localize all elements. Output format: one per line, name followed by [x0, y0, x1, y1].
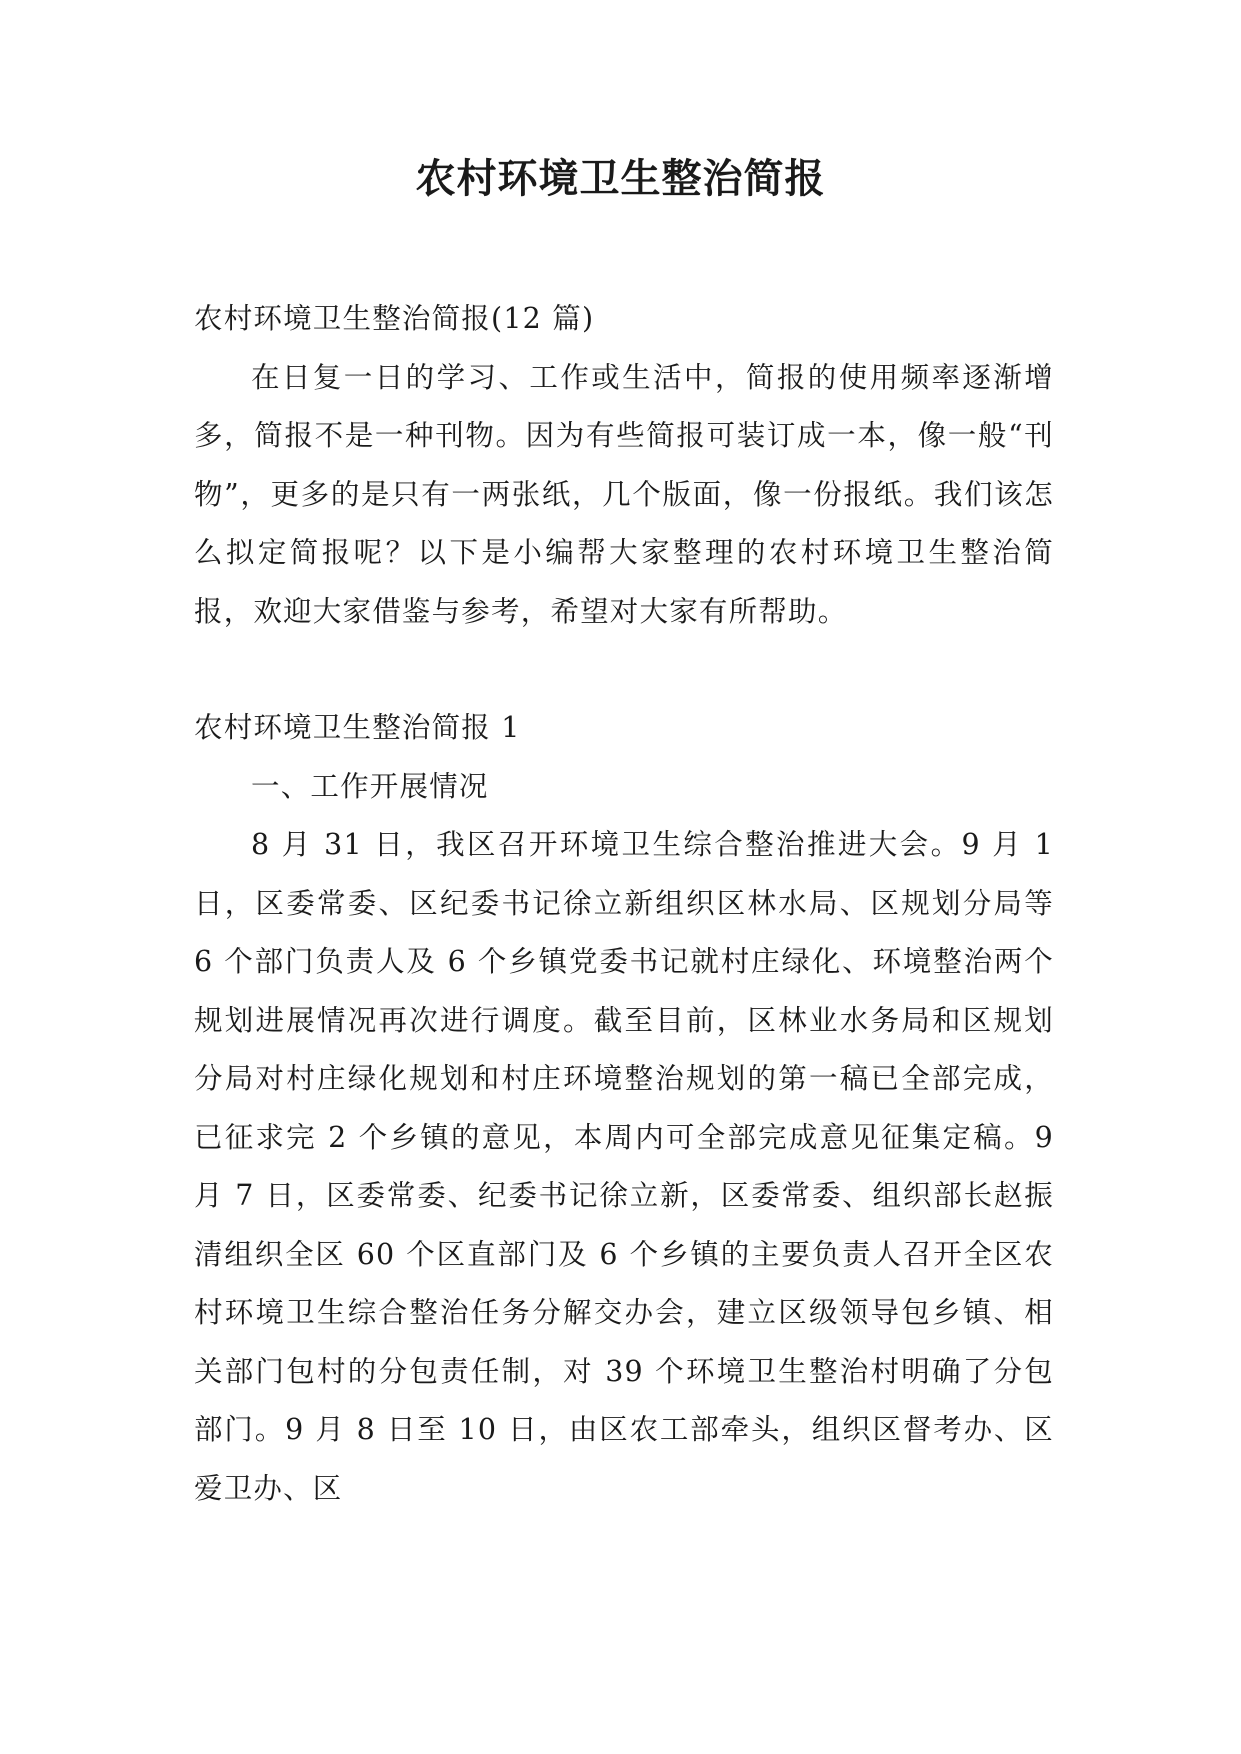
intro-paragraph: 在日复一日的学习、工作或生活中，简报的使用频率逐渐增多，简报不是一种刊物。因为有些简报可装订成一本，像一般“刊物”，更多的是只有一两张纸，几个版面，像一份报纸。我们该怎么拟定简报呢？以下是小编帮大家整理的农村环境卫生整治简报，欢迎大家借鉴与参考，希望对大家有所帮助。: [194, 360, 1054, 628]
document-title: 农村环境卫生整治简报: [415, 155, 826, 202]
document-subtitle: 农村环境卫生整治简报(12 篇): [194, 302, 595, 335]
section-title: 农村环境卫生整治简报 1: [194, 711, 521, 744]
section-body-paragraph: 8 月 31 日，我区召开环境卫生综合整治推进大会。9 月 1 日，区委常委、区纪委书记徐立新组织区林水局、区规划分局等 6 个部门负责人及 6 个乡镇党委书记就村庄绿化、环境整治两个规划进展情况再次进行调度。截至目前，区林业水务局和区规划分局对村庄绿化规划和村庄环境整治规划的第一稿已全部完成，已征求完 2 个乡镇的意见，本周内可全部完成意见征集定稿。9 月 7 日，区委常委、纪委书记徐立新，区委常委、组织部长赵振清组织全区 60 个区直部门及 6 个乡镇的主要负责人召开全区农村环境卫生综合整治任务分解交办会，建立区级领导包乡镇、相关部门包村的分包责任制，对 39 个环境卫生整治村明确了分包部门。9 月 8 日至 10 日，由区农工部牵头，组织区督考办、区爱卫办、区: [194, 828, 1054, 1505]
section-heading: 一、工作开展情况: [251, 769, 489, 803]
paragraph-spacer: [194, 641, 1054, 699]
document-body: [194, 290, 1054, 1518]
